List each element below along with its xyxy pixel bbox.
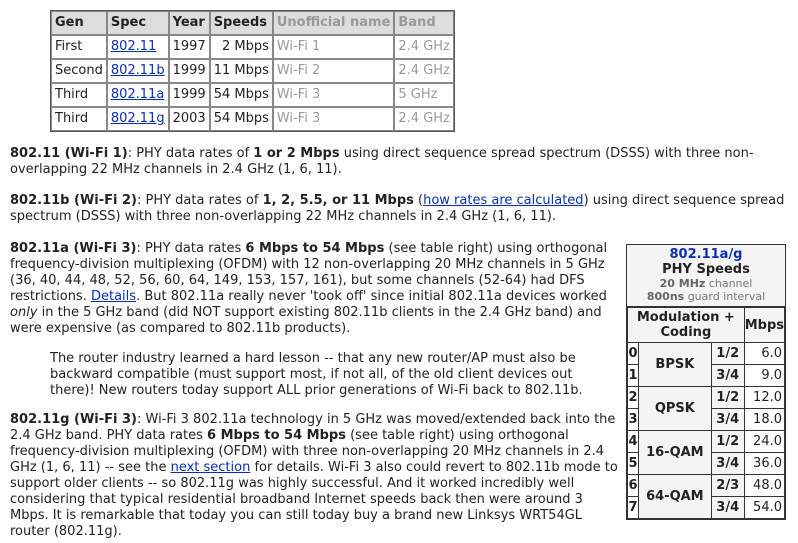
paragraph-title: 802.11g (Wi-Fi 3) (10, 412, 137, 427)
mcs-index: 4 (628, 431, 639, 453)
col-header-unofficial-name: Unofficial name (273, 11, 395, 35)
cell-speeds: 54 Mbps (210, 83, 273, 107)
table-row (628, 475, 785, 497)
col-header-year: Year (169, 11, 210, 35)
phy-rates-grid (627, 307, 785, 519)
channel-width-note: 20 MHz channel (659, 277, 753, 290)
details-link[interactable]: Details (90, 289, 137, 304)
mbps-value: 24.0 (744, 431, 784, 453)
cell-band: 2.4 GHz (394, 35, 453, 59)
mbps-value: 48.0 (744, 475, 784, 497)
guard-interval-note: 800ns guard interval (646, 290, 766, 303)
cell-spec (107, 59, 169, 83)
phy-table-header (627, 245, 785, 307)
mcs-index: 7 (628, 497, 639, 519)
mcs-index: 3 (628, 409, 639, 431)
mbps-value: 18.0 (744, 409, 784, 431)
table-row (51, 83, 454, 107)
col-header-speeds: Speeds (210, 11, 273, 35)
coding-rate: 3/4 (711, 409, 744, 431)
paragraph-title: 802.11b (Wi-Fi 2) (10, 193, 137, 208)
cell-gen: Third (51, 83, 107, 107)
mcs-index: 6 (628, 475, 639, 497)
col-header-spec: Spec (107, 11, 169, 35)
cell-spec (107, 107, 169, 131)
table-row (628, 387, 785, 409)
col-header-gen: Gen (51, 11, 107, 35)
coding-rate: 3/4 (711, 497, 744, 519)
coding-rate: 3/4 (711, 453, 744, 475)
cell-name: Wi-Fi 3 (273, 83, 395, 107)
paragraph-title: 802.11 (Wi-Fi 1) (10, 146, 128, 161)
spec-link[interactable]: 802.11a (110, 87, 165, 102)
table-row (51, 107, 454, 131)
cell-gen: First (51, 35, 107, 59)
spec-link[interactable]: 802.11 (110, 39, 157, 54)
cell-spec (107, 35, 169, 59)
paragraph-80211b: 802.11b (Wi-Fi 2): PHY data rates of 1, 2, 5.5, or 11 Mbps (how rates are calculated) using direct sequence spread spectrum (DSSS) with three non-overlapping 22 MHz channels in 2.4 GHz (1, 6, 11). (10, 193, 785, 224)
cell-gen: Third (51, 107, 107, 131)
coding-rate: 2/3 (711, 475, 744, 497)
cell-gen: Second (51, 59, 107, 83)
mbps-value: 12.0 (744, 387, 784, 409)
cell-speeds: 54 Mbps (210, 107, 273, 131)
cell-year: 1997 (169, 35, 210, 59)
table-row (628, 431, 785, 453)
cell-speeds: 2 Mbps (210, 35, 273, 59)
mcs-index: 1 (628, 365, 639, 387)
coding-rate: 1/2 (711, 431, 744, 453)
cell-name: Wi-Fi 1 (273, 35, 395, 59)
cell-year: 2003 (169, 107, 210, 131)
phy-header-row (628, 308, 785, 343)
col-header-modulation: Modulation + Coding (628, 308, 745, 343)
table-row (51, 35, 454, 59)
modulation-cell: QPSK (639, 387, 712, 431)
modulation-cell: BPSK (639, 343, 712, 387)
coding-rate: 1/2 (711, 387, 744, 409)
mcs-index: 0 (628, 343, 639, 365)
cell-name: Wi-Fi 2 (273, 59, 395, 83)
cell-speeds: 11 Mbps (210, 59, 273, 83)
coding-rate: 3/4 (711, 365, 744, 387)
table-row (51, 59, 454, 83)
table-row (628, 343, 785, 365)
modulation-cell: 16-QAM (639, 431, 712, 475)
cell-band: 2.4 GHz (394, 59, 453, 83)
modulation-cell: 64-QAM (639, 475, 712, 519)
rates-calculated-link[interactable]: how rates are calculated (423, 193, 584, 208)
mbps-value: 36.0 (744, 453, 784, 475)
table-header-row (51, 11, 454, 35)
col-header-band: Band (394, 11, 453, 35)
phy-table-subtitle: PHY Speeds (662, 262, 750, 277)
paragraph-title: 802.11a (Wi-Fi 3) (10, 241, 137, 256)
cell-spec (107, 83, 169, 107)
mbps-value: 54.0 (744, 497, 784, 519)
phy-table-title: 802.11a/g (669, 247, 743, 262)
col-header-mbps: Mbps (744, 308, 784, 343)
backward-compat-note: The router industry learned a hard lesson -- that any new router/AP must also be backward compatible (must support most, if not all, of the old client devices out there)! New routers today support ALL prior generations of Wi-Fi back to 802.11b. (50, 351, 583, 398)
next-section-link[interactable]: next section (170, 460, 251, 475)
paragraph-80211g: 802.11g (Wi-Fi 3): Wi-Fi 3 802.11a technology in 5 GHz was moved/extended back into the 2.4 GHz band. PHY data rates 6 Mbps to 54 Mbps (see table right) using orthogonal frequency-division multiplexing (OFDM) with three non-overlapping 20 MHz channels in 2.4 GHz (1, 6, 11) -- see the next section for details. Wi-Fi 3 also could revert to 802.11b mode to support older clients -- so 802.11g was highly successful. And it worked incredibly well considering that typical residential broadband Internet speeds back then were around 3 Mbps. It is remarkable that today you can still today buy a brand new Linksys WRT54GL router (802.11g). (10, 412, 618, 539)
mcs-index: 5 (628, 453, 639, 475)
mbps-value: 6.0 (744, 343, 784, 365)
mcs-index: 2 (628, 387, 639, 409)
mbps-value: 9.0 (744, 365, 784, 387)
cell-band: 5 GHz (394, 83, 453, 107)
cell-band: 2.4 GHz (394, 107, 453, 131)
paragraph-80211a: 802.11a (Wi-Fi 3): PHY data rates 6 Mbps to 54 Mbps (see table right) using orthogonal frequency-division multiplexing (OFDM) with 12 non-overlapping 20 MHz channels in 5 GHz (36, 40, 44, 48, 52, 56, 60, 64, 149, 153, 157, 161), but some channels (52-64) had DFS restrictions. Details. But 802.11a really never 'took off' since initial 802.11a devices worked only in the 5 GHz band (did NOT support existing 802.11b clients in the 2.4 GHz band) and were expensive (as compared to 802.11b products). (10, 241, 608, 336)
cell-name: Wi-Fi 3 (273, 107, 395, 131)
wifi-generations-table (50, 10, 455, 132)
paragraph-80211: 802.11 (Wi-Fi 1): PHY data rates of 1 or 2 Mbps using direct sequence spread spectrum (DSSS) with three non-overlapping 22 MHz channels in 2.4 GHz (1, 6, 11). (10, 146, 754, 177)
phy-speeds-table (626, 244, 786, 520)
cell-year: 1999 (169, 59, 210, 83)
coding-rate: 1/2 (711, 343, 744, 365)
spec-link[interactable]: 802.11g (110, 111, 165, 126)
cell-year: 1999 (169, 83, 210, 107)
spec-link[interactable]: 802.11b (110, 63, 165, 78)
